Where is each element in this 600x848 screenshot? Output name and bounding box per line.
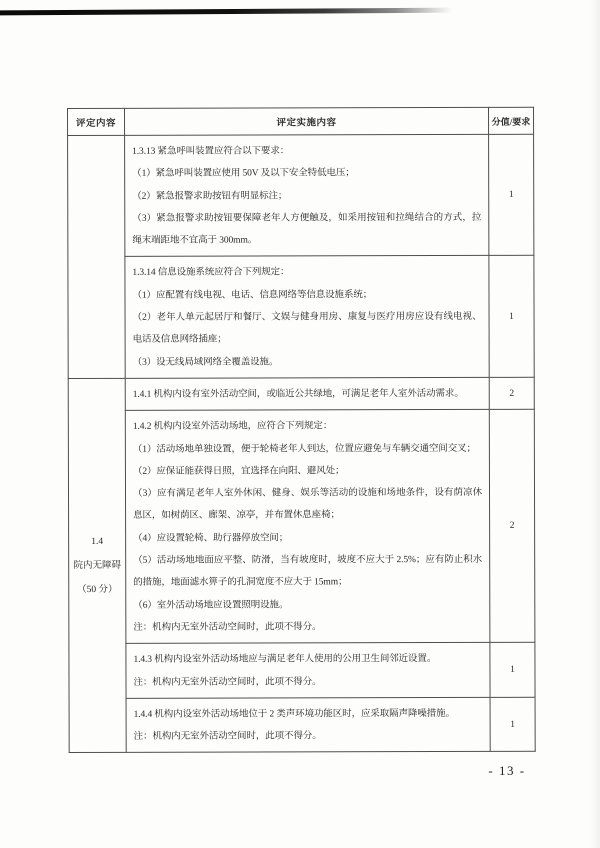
col-header-implementation-content: 评定实施内容 (125, 107, 489, 135)
criteria-paragraph: 1.3.14 信息设施系统应符合下列规定： (132, 267, 290, 279)
score-value-cell: 1 (490, 697, 535, 752)
section-label-cell (68, 378, 126, 753)
score-value-cell: 2 (489, 377, 534, 409)
criteria-paragraph: （4）应设置轮椅、助行器停放空间； (133, 533, 289, 544)
table-row (68, 410, 535, 644)
criteria-paragraph: 1.4.1 机构内设有室外活动空间，或临近公共绿地，可满足老年人室外活动需求。 (132, 388, 464, 400)
page-number: - 13 - (488, 763, 526, 778)
criteria-paragraph: 1.4.2 机构内设室外活动场地，应符合下列规定： (132, 421, 333, 433)
criteria-paragraph: （3）应有满足老年人室外休闲、健身、娱乐等活动的设施和场地条件，设有荫凉休息区，如树荫区、廊架、凉亭，并布置休息座椅； (132, 488, 483, 522)
table-row (69, 643, 535, 699)
criteria-paragraph: （5）活动场地地面应平整、防滑，当有坡度时，坡度不应大于 2.5%；应有防止积水的措施，地面滤水箅子的孔洞宽度不应大于 15mm； (133, 554, 483, 589)
criteria-paragraph: （2）紧急报警求助按钮有明显标注； (132, 191, 288, 202)
scan-edge-artifact (0, 8, 466, 16)
criteria-paragraph: 注：机构内无室外活动空间时，此项不得分。 (133, 676, 322, 688)
col-header-score-requirement: 分值/要求 (488, 107, 533, 134)
table-row (68, 256, 534, 379)
criteria-content-cell (125, 410, 490, 644)
criteria-content-cell (125, 377, 489, 410)
section-label-line: 院内无障碍 (73, 560, 121, 571)
criteria-content-cell (126, 643, 490, 699)
score-value-cell: 1 (489, 134, 534, 256)
score-value-cell: 1 (490, 643, 535, 698)
table-header-row (68, 107, 534, 135)
col-header-eval-content: 评定内容 (68, 108, 125, 135)
table-row (68, 134, 534, 257)
criteria-content-cell (126, 697, 490, 753)
criteria-paragraph: 1.4.4 机构内设室外活动场地位于 2 类声环境功能区时，应采取隔声降噪措施。 (133, 708, 455, 720)
scan-shade-right (590, 0, 600, 848)
section-label-line: 1.4 (91, 536, 104, 547)
criteria-paragraph: （3）设无线局域网络全覆盖设施。 (132, 357, 279, 368)
evaluation-table (67, 107, 536, 754)
criteria-paragraph: （3）紧急报警求助按钮要保障老年人方便触及，如采用按钮和拉绳结合的方式，拉绳末端距地不宜高于 300mm。 (132, 212, 482, 247)
criteria-paragraph: （2）老年人单元起居厅和餐厅、文娱与健身用房、康复与医疗用房应设有线电视、电话及信息网络插座； (132, 311, 482, 346)
criteria-paragraph: 注：机构内无室外活动空间时，此项不得分。 (133, 622, 322, 633)
section-label-cell (68, 135, 126, 378)
criteria-paragraph: （1）应配置有线电视、电话、信息网络等信息设施系统； (132, 289, 373, 301)
criteria-paragraph: （1）紧急呼叫装置应使用 50V 及以下安全特低电压； (132, 168, 355, 180)
criteria-paragraph: 注：机构内无室外活动空间时，此项不得分。 (133, 731, 322, 742)
criteria-paragraph: （2）应保证能获得日照，宜选择在向阳、避风处； (132, 466, 345, 477)
criteria-content-cell (125, 256, 489, 378)
score-value-cell: 1 (489, 256, 534, 378)
criteria-paragraph: （1）活动场地单独设置，便于轮椅老年人到达，位置应避免与车辆交通空间交叉； (132, 443, 476, 455)
table-row (68, 377, 534, 411)
section-label-line: （50 分） (77, 584, 118, 595)
criteria-paragraph: （6）室外活动场地应设置照明设施。 (133, 600, 289, 611)
criteria-paragraph: 1.3.13 紧急呼叫装置应符合以下要求： (132, 146, 290, 157)
score-value-cell: 2 (489, 410, 535, 643)
criteria-content-cell (125, 134, 489, 256)
table-row (69, 697, 535, 753)
criteria-paragraph: 1.4.3 机构内设室外活动场地应与满足老年人使用的公用卫生间邻近设置。 (133, 654, 437, 666)
